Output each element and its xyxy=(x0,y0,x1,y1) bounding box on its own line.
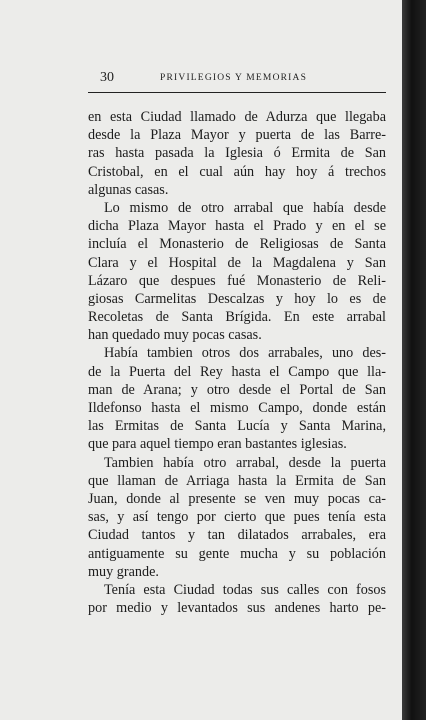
text-line: Lo mismo de otro arrabal que había desde xyxy=(104,199,386,216)
text-line: Clara y el Hospital de la Magdalena y San xyxy=(88,254,386,271)
page-number: 30 xyxy=(100,70,114,85)
text-line: que para aquel tiempo eran bastantes iglesias. xyxy=(88,436,347,453)
text-line: giosas Carmelitas Descalzas y hoy lo es de xyxy=(88,290,386,307)
body-text xyxy=(88,108,386,617)
text-line: que llaman de Arriaga hasta la Ermita de San xyxy=(88,472,386,489)
text-line: de la Puerta del Rey hasta el Campo que lla- xyxy=(88,363,386,380)
header-rule xyxy=(88,92,386,93)
text-line: antiguamente su gente mucha y su población xyxy=(88,545,386,562)
text-line: las Ermitas de Santa Lucía y Santa Marina, xyxy=(88,418,386,435)
text-line: muy grande. xyxy=(88,563,159,580)
text-line: han quedado muy pocas casas. xyxy=(88,327,262,344)
text-line: Tambien había otro arrabal, desde la puerta xyxy=(104,454,386,471)
text-line: dicha Plaza Mayor hasta el Prado y en el se xyxy=(88,218,386,235)
text-line: Juan, donde al presente se ven muy pocas ca- xyxy=(88,490,386,507)
text-line: Había tambien otros dos arrabales, uno des- xyxy=(104,345,386,362)
running-title: PRIVILEGIOS Y MEMORIAS xyxy=(160,73,308,83)
text-line: Tenía esta Ciudad todas sus calles con fosos xyxy=(104,581,386,598)
text-line: en esta Ciudad llamado de Adurza que llegaba xyxy=(88,109,386,125)
text-line: Cristobal, en el cual aún hay hoy á trechos xyxy=(88,163,386,180)
text-line: algunas casas. xyxy=(88,181,169,198)
text-line: desde la Plaza Mayor y puerta de las Barre- xyxy=(88,127,386,144)
page-edge-shadow xyxy=(402,0,426,720)
text-line: por medio y levantados sus andenes harto pe- xyxy=(88,600,386,617)
text-line: Recoletas de Santa Brígida. En este arrabal xyxy=(88,309,386,326)
text-line: incluía el Monasterio de Religiosas de Santa xyxy=(88,236,386,253)
page-header xyxy=(88,70,386,86)
text-line: Ciudad tantos y tan dilatados arrabales, era xyxy=(88,527,386,544)
text-line: sas, y así tengo por cierto que pues tenía esta xyxy=(88,509,386,526)
text-line: ras hasta pasada la Iglesia ó Ermita de San xyxy=(88,145,386,162)
text-line: Ildefonso hasta el mismo Campo, donde están xyxy=(88,400,386,416)
text-line: Lázaro que despues fué Monasterio de Reli- xyxy=(88,272,386,289)
text-line: man de Arana; y otro desde el Portal de San xyxy=(88,381,386,398)
